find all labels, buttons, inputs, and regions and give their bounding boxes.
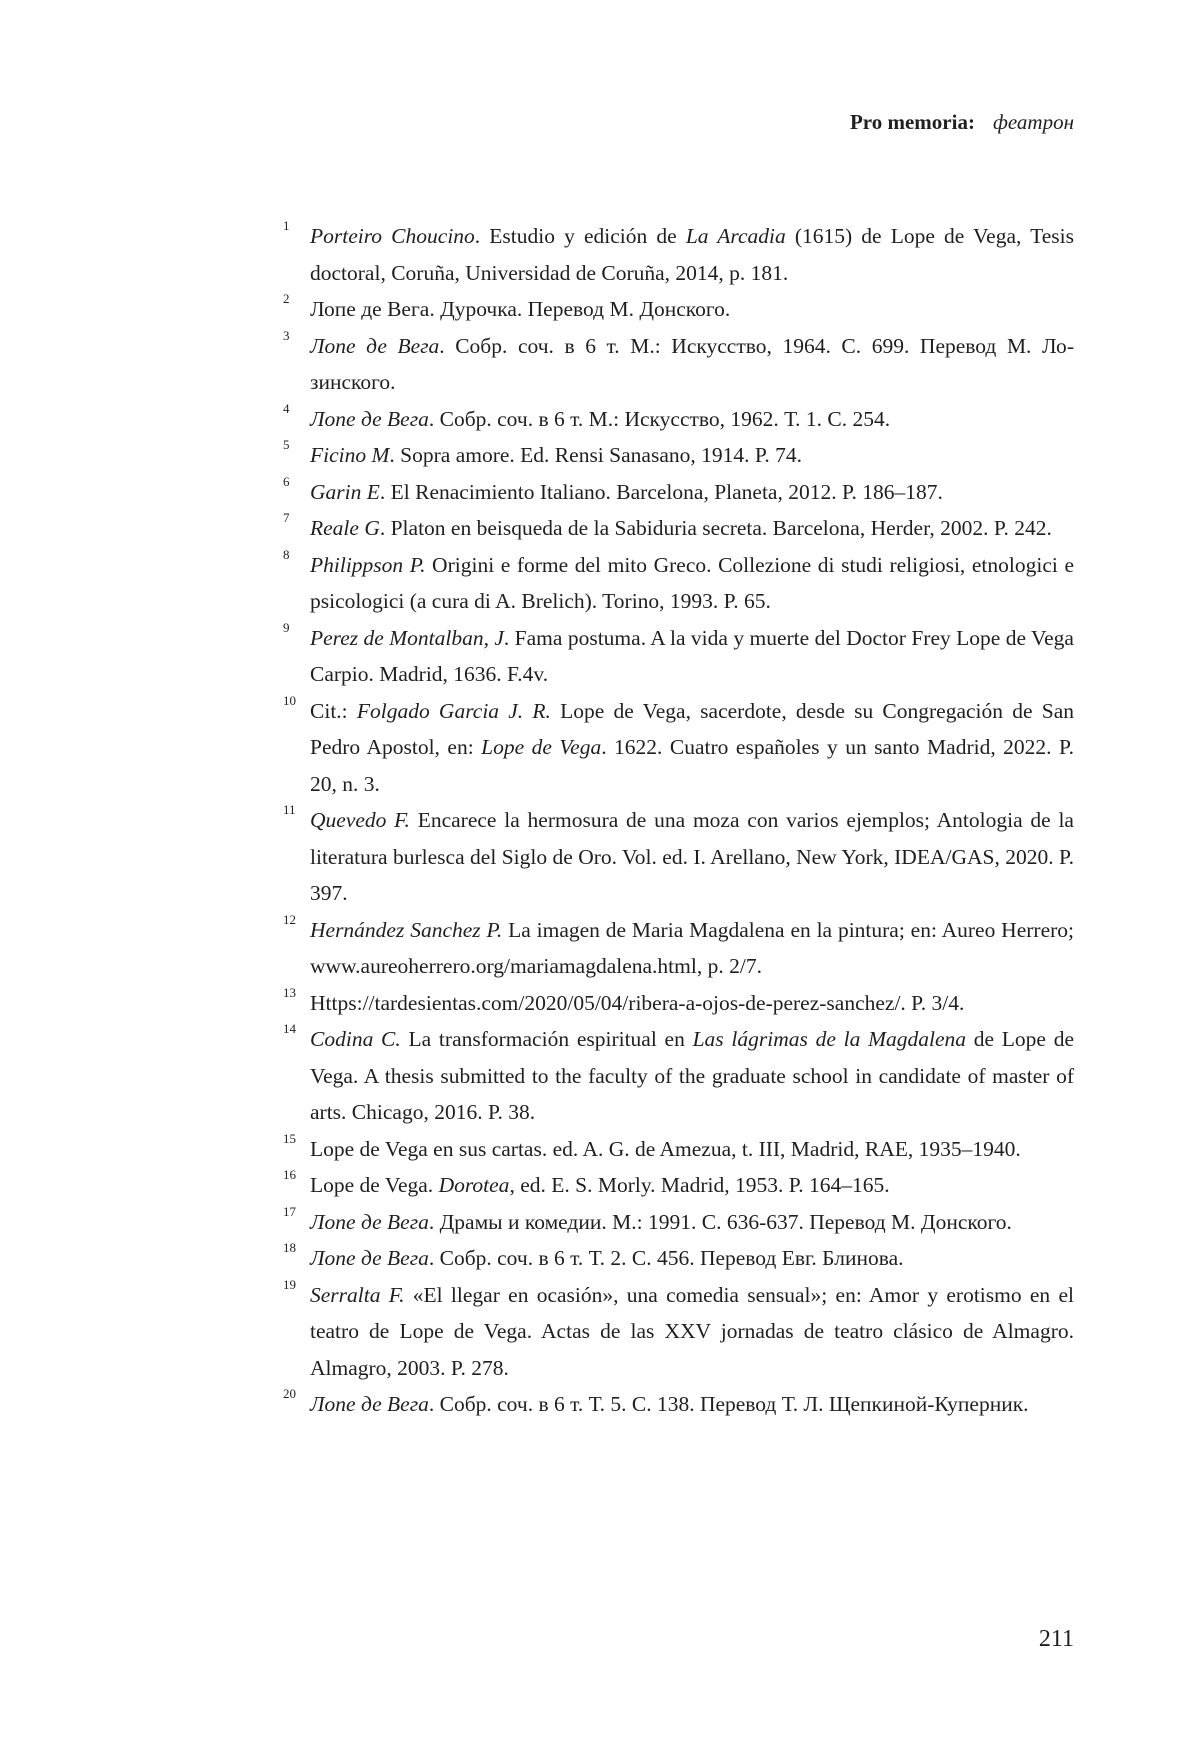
footnote-number: 14 xyxy=(283,1019,296,1039)
footnote xyxy=(276,328,1074,401)
footnote-text: . Собр. соч. в 6 т. М.: Искусство, 1962. Т. 1. С. 254. xyxy=(429,407,890,431)
footnote-italic-text: Philippson P. xyxy=(310,553,425,577)
footnote-number: 1 xyxy=(283,216,290,236)
footnote xyxy=(276,1131,1074,1168)
footnote xyxy=(276,620,1074,693)
footnote-text: Encarece la hermosura de una moza con varios ejemplos; Antologia de la literatura burlesca del Siglo de Oro. Vol. ed. I. Arellano, New York, IDEA/GAS, 2020. P. 397. xyxy=(310,808,1074,905)
footnote-number: 16 xyxy=(283,1165,296,1185)
section-title: феатрон xyxy=(993,110,1074,134)
footnote-text: La imagen de Maria Magdalena en la pintura; en: Aureo Herrero; www.aureoherrero.org/mariamagdalena.html, p. 2/7. xyxy=(310,918,1074,979)
footnote-number: 11 xyxy=(283,800,296,820)
footnote xyxy=(276,985,1074,1022)
footnote-number: 18 xyxy=(283,1238,296,1258)
footnote-text: . 1622. Cuatro españoles y un santo Madrid, 2022. P. 20, n. 3. xyxy=(310,735,1074,796)
footnote-italic-text: Лопе де Вега xyxy=(310,1392,429,1416)
footnote-italic-text: Hernández Sanchez P. xyxy=(310,918,502,942)
footnote-text: Lope de Vega, sacerdote, desde su Congregación de San Pedro Apostol, en: xyxy=(310,699,1074,760)
footnote xyxy=(276,510,1074,547)
footnote-italic-text: Лопе де Вега xyxy=(310,407,429,431)
footnote-text: . Fama postuma. A la vida y muerte del Doctor Frey Lope de Vega Carpio. Madrid, 1636. F.4v. xyxy=(310,626,1074,687)
footnote-italic-text: Лопе де Вега xyxy=(310,1246,429,1270)
footnote-number: 6 xyxy=(283,472,290,492)
footnote-italic-text: Porteiro Choucino xyxy=(310,224,475,248)
footnote-text: (1615) de Lope de Vega, Tesis doctoral, Coruña, Universidad de Coruña, 2014, p. 181. xyxy=(310,224,1074,285)
footnote xyxy=(276,474,1074,511)
footnote-text: Lope de Vega en sus cartas. ed. A. G. de Amezua, t. III, Madrid, RAE, 1935–1940. xyxy=(310,1137,1021,1161)
footnote xyxy=(276,802,1074,912)
footnote-text: Origini e forme del mito Greco. Collezione di studi religiosi, etnologici e psicologici (a cura di A. Brelich). Torino, 1993. P. 65. xyxy=(310,553,1074,614)
footnote-text: . El Renacimiento Italiano. Barcelona, Planeta, 2012. P. 186–187. xyxy=(380,480,943,504)
footnote-italic-text: Quevedo F. xyxy=(310,808,410,832)
footnote-text: . Драмы и комедии. М.: 1991. С. 636-637. Перевод М. Дон­ского. xyxy=(429,1210,1012,1234)
page-number: 211 xyxy=(1039,1626,1074,1653)
footnote-text: La transformación espiritual en xyxy=(401,1027,693,1051)
footnote-text: . Собр. соч. в 6 т. Т. 5. С. 138. Перевод Т. Л. Щепкиной-Ку­перник. xyxy=(429,1392,1029,1416)
footnote-number: 7 xyxy=(283,508,290,528)
footnote-text: Https://tardesientas.com/2020/05/04/ribera-a-ojos-de-perez-sanchez/. P. 3/4. xyxy=(310,991,964,1015)
footnote-italic-text: La Arcadia xyxy=(686,224,786,248)
footnote-number: 12 xyxy=(283,910,296,930)
footnote-italic-text: Serralta F. xyxy=(310,1283,405,1307)
footnote-text: . Estudio y edición de xyxy=(475,224,686,248)
footnote-text: de Lope de Vega. A thesis submitted to the faculty of the graduate school in candidate of master of arts. Chicago, 2016. P. 38. xyxy=(310,1027,1074,1124)
footnote xyxy=(276,291,1074,328)
footnote-number: 15 xyxy=(283,1129,296,1149)
footnote-text: «El llegar en ocasión», una comedia sensual»; en: Amor y erotismo en el teatro de Lope de Vega. Actas de las XXV jornadas de teatro clásico de Almagro. Almagro, 2003. P. 278. xyxy=(310,1283,1074,1380)
footnote-number: 3 xyxy=(283,326,290,346)
footnote-number: 17 xyxy=(283,1202,296,1222)
footnote-italic-text: Perez de Montalban, J xyxy=(310,626,504,650)
footnote-italic-text: Folgado Garcia J. R. xyxy=(357,699,551,723)
footnote-number: 2 xyxy=(283,289,290,309)
footnote-number: 19 xyxy=(283,1275,296,1295)
footnote-number: 4 xyxy=(283,399,290,419)
footnote-text: Lope de Vega. xyxy=(310,1173,439,1197)
footnote xyxy=(276,547,1074,620)
footnote-text: . Собр. соч. в 6 т. Т. 2. С. 456. Перевод Евг. Блинова. xyxy=(429,1246,904,1270)
footnote-text: Лопе де Вега. Дурочка. Перевод М. Донского. xyxy=(310,297,730,321)
footnote xyxy=(276,1167,1074,1204)
footnote-italic-text: Codina C. xyxy=(310,1027,401,1051)
running-head xyxy=(850,110,1074,135)
footnote-text: , ed. E. S. Morly. Madrid, 1953. P. 164–165. xyxy=(509,1173,889,1197)
footnote-number: 5 xyxy=(283,435,290,455)
footnote-italic-text: Garin E xyxy=(310,480,380,504)
series-title: Pro memoria: xyxy=(850,110,975,134)
footnote-number: 9 xyxy=(283,618,290,638)
footnote xyxy=(276,437,1074,474)
footnote-number: 8 xyxy=(283,545,290,565)
footnote-italic-text: Reale G xyxy=(310,516,380,540)
footnote-number: 13 xyxy=(283,983,296,1003)
footnote-italic-text: Las lágrimas de la Magdalena xyxy=(693,1027,966,1051)
footnote-italic-text: Ficino M xyxy=(310,443,389,467)
footnote xyxy=(276,218,1074,291)
footnote-italic-text: Lope de Vega xyxy=(481,735,601,759)
footnote xyxy=(276,912,1074,985)
footnote-italic-text: Лопе де Вега xyxy=(310,334,439,358)
footnote-italic-text: Лопе де Вега xyxy=(310,1210,429,1234)
footnote xyxy=(276,1277,1074,1387)
footnotes-list xyxy=(276,218,1074,1423)
footnote xyxy=(276,401,1074,438)
footnote-italic-text: Dorotea xyxy=(439,1173,510,1197)
footnote-number: 20 xyxy=(283,1384,296,1404)
footnote-text: . Sopra amore. Ed. Rensi Sanasano, 1914. P. 74. xyxy=(389,443,802,467)
footnote xyxy=(276,1240,1074,1277)
footnote xyxy=(276,1021,1074,1131)
footnote xyxy=(276,1204,1074,1241)
footnote-number: 10 xyxy=(283,691,296,711)
footnote xyxy=(276,693,1074,803)
footnote xyxy=(276,1386,1074,1423)
footnote-text: . Собр. соч. в 6 т. М.: Искусство, 1964. С. 699. Перевод М. Ло­зинского. xyxy=(310,334,1074,395)
footnote-text: Cit.: xyxy=(310,699,357,723)
footnote-text: . Platon en beisqueda de la Sabiduria secreta. Barcelona, Herder, 2002. P. 242. xyxy=(380,516,1052,540)
